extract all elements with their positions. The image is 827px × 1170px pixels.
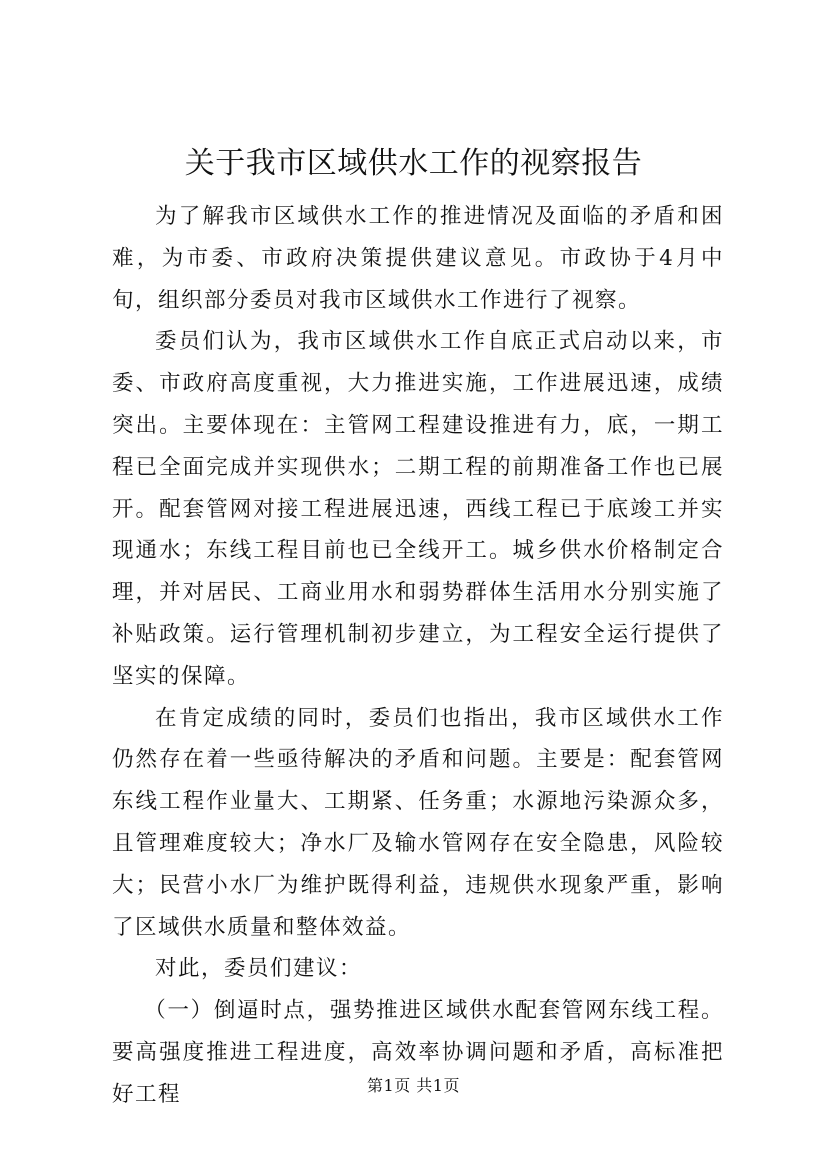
paragraph-suggestion-1: （一）倒逼时点，强势推进区域供水配套管网东线工程。要高强度推进工程进度，高效率协调问题和矛盾，高标准把好工程 (112, 998, 724, 1107)
document-body (112, 196, 724, 1116)
paragraph-suggestions-intro: 对此，委员们建议： (155, 956, 363, 982)
paragraph-intro: 为了解我市区域供水工作的推进情况及面临的矛盾和困难，为市委、市政府决策提供建议意见。市政协于4月中旬，组织部分委员对我市区域供水工作进行了视察。 (112, 204, 724, 313)
page-footer: 第1页 共1页 (367, 1076, 460, 1095)
paragraph-problems: 在肯定成绩的同时，委员们也指出，我市区域供水工作仍然存在着一些亟待解决的矛盾和问题。主要是：配套管网东线工程作业量大、工期紧、任务重；水源地污染源众多，且管理难度较大；净水厂及输水管网存在安全隐患，风险较大；民营小水厂为维护既得利益，违规供水现象严重，影响了区域供水质量和整体效益。 (112, 705, 724, 940)
document-title: 关于我市区域供水工作的视察报告 (184, 146, 643, 181)
paragraph-achievements: 委员们认为，我市区域供水工作自底正式启动以来，市委、市政府高度重视，大力推进实施，工作进展迅速，成绩突出。主要体现在：主管网工程建设推进有力，底，一期工程已全面完成并实现供水；二期工程的前期准备工作也已展开。配套管网对接工程进展迅速，西线工程已于底竣工并实现通水；东线工程目前也已全线开工。城乡供水价格制定合理，并对居民、工商业用水和弱势群体生活用水分别实施了补贴政策。运行管理机制初步建立，为工程安全运行提供了坚实的保障。 (112, 329, 724, 689)
